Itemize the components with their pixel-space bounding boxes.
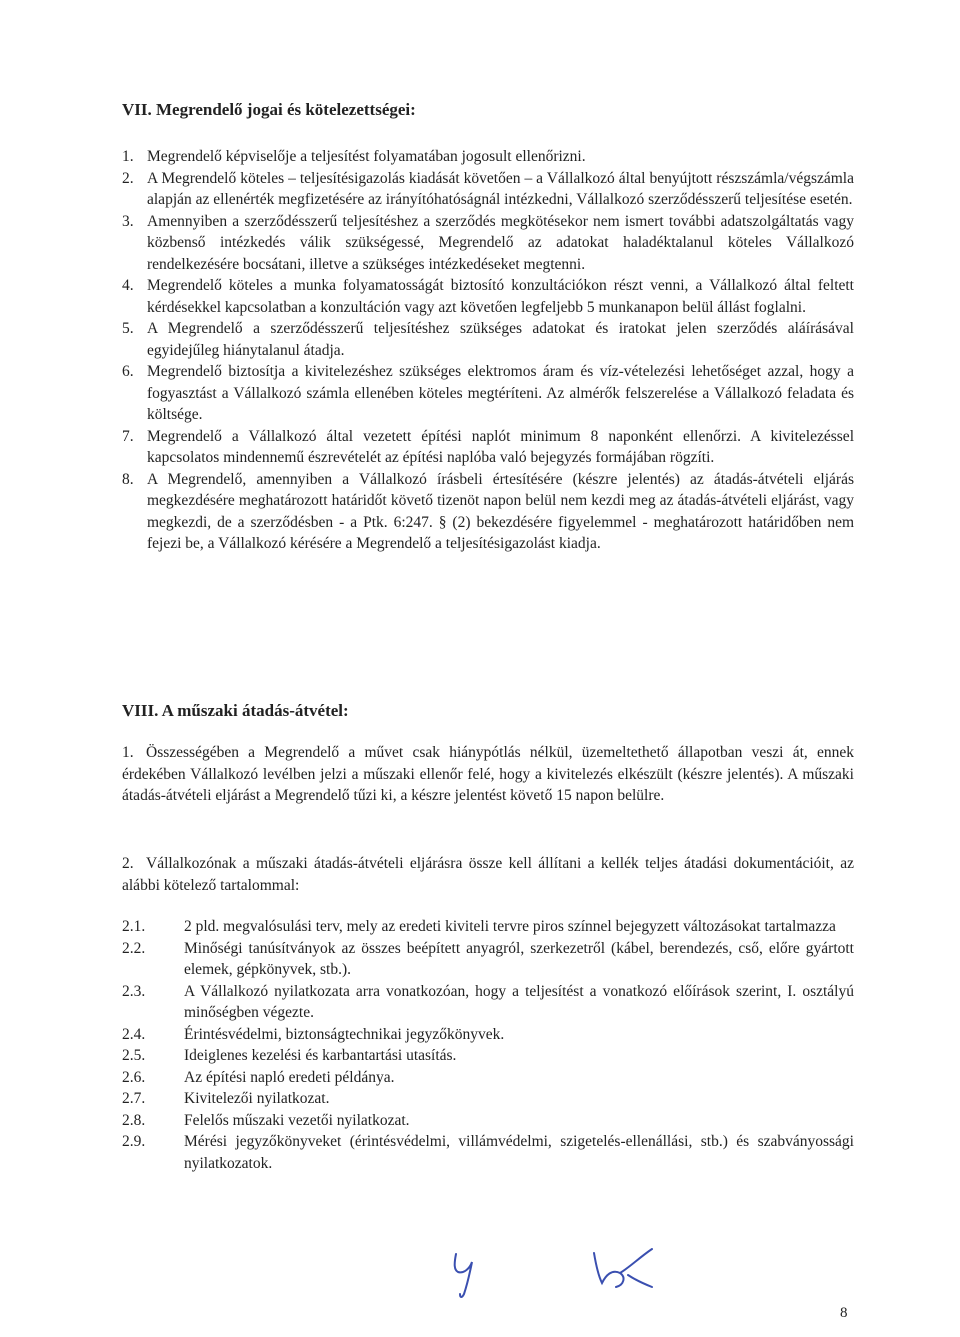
list-item: 1. Megrendelő képviselője a teljesítést folyamatában jogosult ellenőrizni.: [122, 148, 586, 165]
section-8-paragraph-1: 1. Összességében a Megrendelő a művet csak hiánypótlás nélkül, üzemeltethető állapotban veszi át, ennek érdekében Vállalkozó levélben jelzi a műszaki ellenőr felé, hogy a kivitelezés elkészült (készre jelentés). A műszaki átadás-átvételi eljárást a Megrendelő tűzi ki, a készre jelentést követő 15 napon belülre.: [122, 744, 854, 804]
list-item: 2.3. A Vállalkozó nyilatkozata arra vonatkozóan, hogy a teljesítést a vonatkozó előírások szerint, I. osztályú minőségben végezte.: [122, 982, 854, 1021]
list-item: 2.7. Kivitelezői nyilatkozat.: [122, 1090, 330, 1107]
list-item: 2.9. Mérési jegyzőkönyveket (érintésvédelmi, villámvédelmi, szigetelés-ellenállási, stb.) és szabványossági nyilatkozatok.: [122, 1133, 854, 1172]
list-item: 2.8. Felelős műszaki vezetői nyilatkozat.: [122, 1111, 410, 1129]
list-item: 3. Amennyiben a szerződésszerű teljesítéshez a szerződés megkötésekor nem ismert további adatszolgáltatás vagy közbenső intézkedés válik szükségessé, Megrendelő az adatokat haladéktalanul köteles Vállalkozó rendelkezésére bocsátani, illetve a szükséges intézkedéseket megtenni.: [122, 212, 854, 273]
section-8-paragraph-2: 2. Vállalkozónak a műszaki átadás-átvételi eljárásra össze kell állítani a kellék teljes átadási dokumentációit, az alábbi kötelező tartalommal:: [122, 855, 854, 894]
list-item: 4. Megrendelő köteles a munka folyamatosságát biztosító konzultációkon részt venni, a Vállalkozó által feltett kérdésekkel kapcsolatban a konzultáción vagy azt követően legfeljebb 5 munkanapon belül állást foglalni.: [122, 277, 854, 316]
list-item: 2.2. Minőségi tanúsítványok az összes beépített anyagról, szerkezetről (kábel, berendezés, cső, előre gyártott elemek, gépkönyvek, stb.).: [122, 939, 854, 978]
list-item: 8. A Megrendelő, amennyiben a Vállalkozó írásbeli értesítésére (készre jelentés) az átadás-átvételi eljárás megkezdésére meghatározott határidőt követő tizenöt napon belül nem kezdi meg az átadás-átvételi eljárást, vagy megkezdi, de a szerződésben - a Ptk. 6:247. § (2) bekezdésére figyelemmel - meghatározott határidőben nem fejezi be, a Vállalkozó kérésére a Megrendelő a teljesítésigazolást kiadja.: [122, 470, 854, 552]
list-item: 2.1. 2 pld. megvalósulási terv, mely az eredeti kiviteli tervre piros színnel bejegyzett változásokat tartalmazza: [122, 918, 836, 935]
section-8-heading: VIII. A műszaki átadás-átvétel:: [122, 701, 349, 720]
list-item: 2.5. Ideiglenes kezelési és karbantartási utasítás.: [122, 1047, 457, 1064]
list-item: 7. Megrendelő a Vállalkozó által vezetett építési naplót minimum 8 naponként ellenőrzi. A kivitelezéssel kapcsolatos mindennemű észrevételét az építési naplóba való bejegyzés formájában rögzíti.: [122, 427, 854, 466]
section-7-heading: VII. Megrendelő jogai és kötelezettségei:: [122, 100, 416, 119]
section-8-sublist: [122, 916, 854, 1174]
signature-initial-2: [590, 1245, 660, 1295]
signature-initial-1: [448, 1248, 488, 1300]
section-7-list: [122, 146, 854, 555]
page-number: 8: [840, 1305, 848, 1321]
list-item: 2. A Megrendelő köteles – teljesítésigazolás kiadását követően – a Vállalkozó által benyújtott részszámla/végszámla alapján az ellenérték megfizetésére az irányítóhatóságnál intézkedni, Vállalkozó szerződésszerű teljesítése esetén.: [122, 169, 854, 208]
list-item: 2.6. Az építési napló eredeti példánya.: [122, 1068, 395, 1086]
list-item: 2.4. Érintésvédelmi, biztonságtechnikai jegyzőkönyvek.: [122, 1025, 505, 1043]
list-item: 5. A Megrendelő a szerződésszerű teljesítéshez szükséges adatokat és iratokat jelen szerződés aláírásával egyidejűleg hiánytalanul átadja.: [122, 320, 854, 359]
list-item: 6. Megrendelő biztosítja a kivitelezéshez szükséges elektromos áram és víz-vételezési lehetőséget azzal, hogy a fogyasztást a Vállalkozó számla ellenében köteles megtéríteni. Az almérők felszerelése a Vállalkozó feladata és költsége.: [122, 363, 854, 423]
